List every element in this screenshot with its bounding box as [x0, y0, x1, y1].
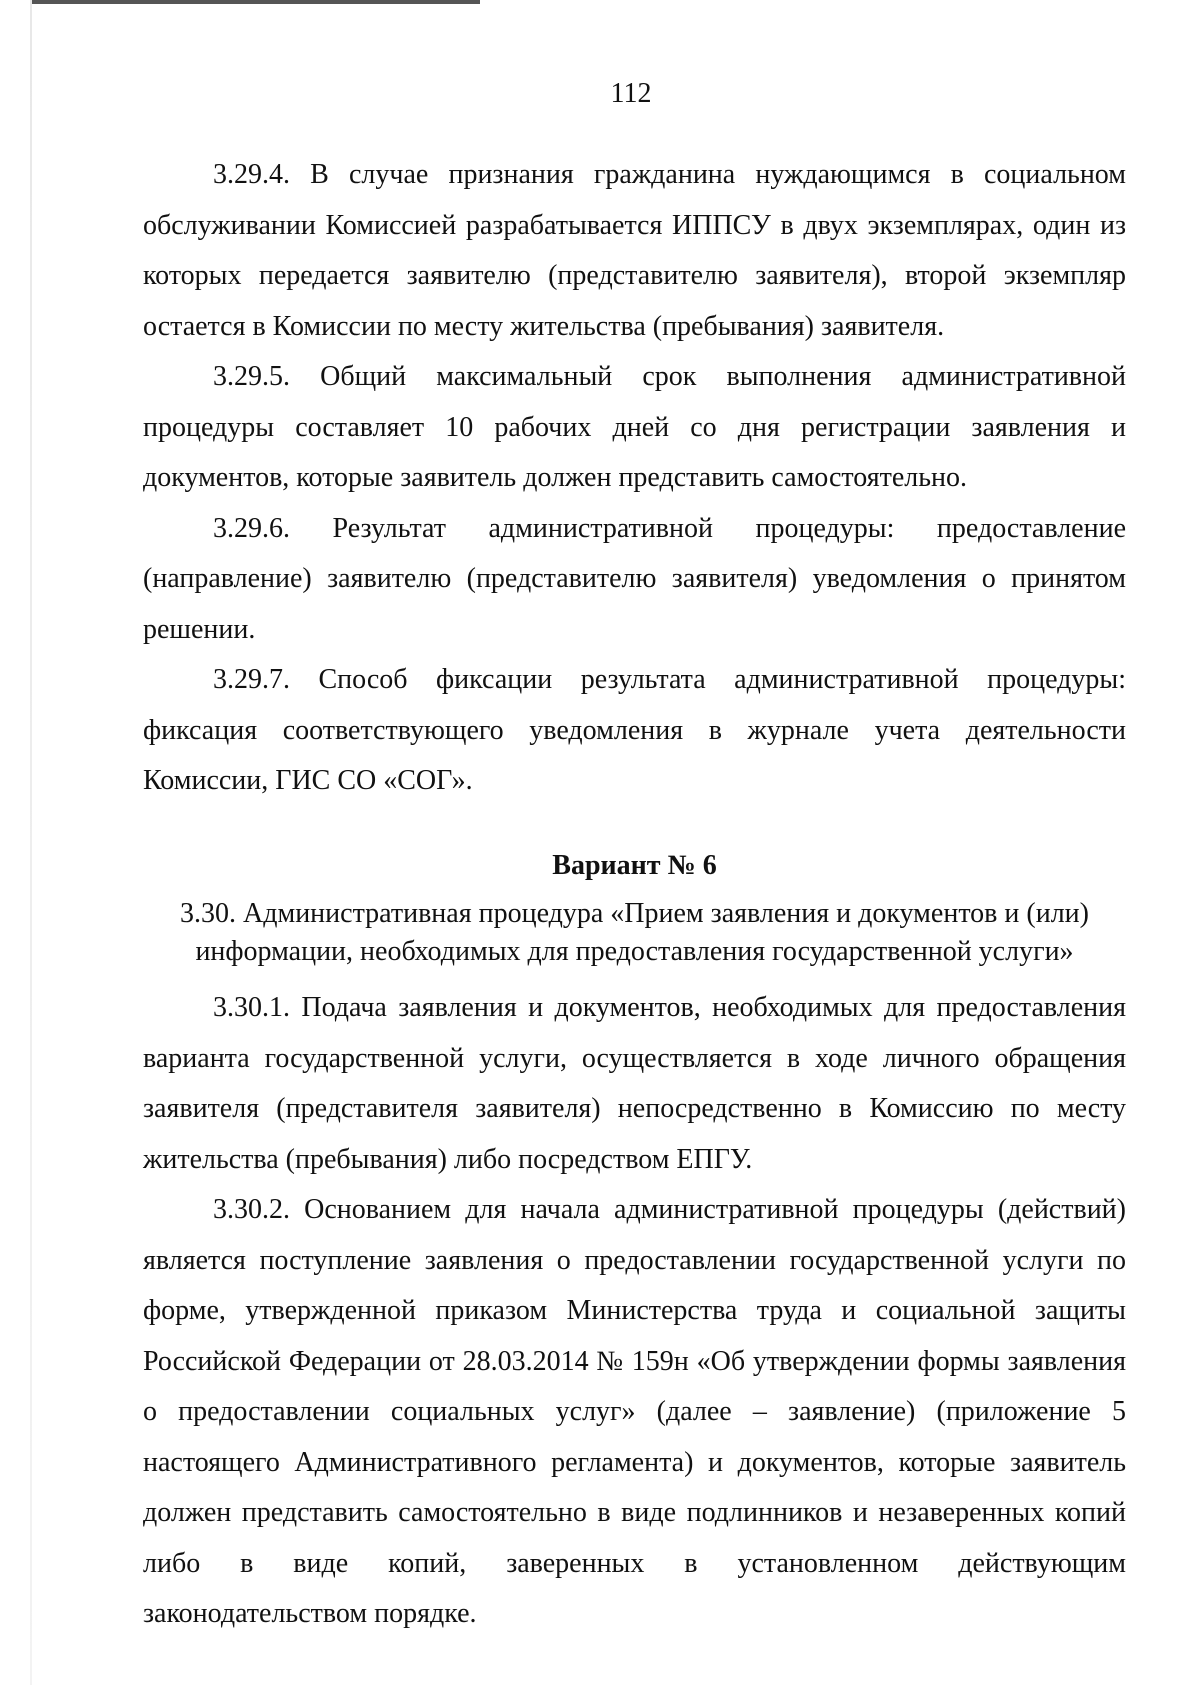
paragraph-3-29-6: 3.29.6. Результат административной процедуры: предоставление (направление) заявителю (представителю заявителя) уведомления о принятом решении.	[143, 512, 1126, 645]
page-number: 112	[610, 78, 652, 109]
paragraph-3-29-7: 3.29.7. Способ фиксации результата административной процедуры: фиксация соответствующего уведомления в журнале учета деятельности Комиссии, ГИС СО «СОГ».	[143, 664, 1126, 796]
section-heading: Вариант № 6	[552, 849, 717, 881]
paragraph-3-30-2: 3.30.2. Основанием для начала административной процедуры (действий) является поступление заявления о предоставлении государственной услуги по форме, утвержденной приказом Министерства труда и социальной защиты Российской Федерации от 28.03.2014 № 159н «Об утверждении формы заявления о предоставлении социальных услуг» (далее – заявление) (приложение 5 настоящего Административного регламента) и документов, которые заявитель должен представить самостоятельно в виде подлинников и незаверенных копий либо в виде копий, заверенных в установленном действующим законодательством порядке.	[143, 1194, 1126, 1629]
scan-artifact-edge	[30, 0, 32, 1685]
paragraph-3-30-1: 3.30.1. Подача заявления и документов, необходимых для предоставления варианта государственной услуги, осуществляется в ходе личного обращения заявителя (представителя заявителя) непосредственно в Комиссию по месту жительства (пребывания) либо посредством ЕПГУ.	[143, 992, 1126, 1175]
paragraph-3-29-5: 3.29.5. Общий максимальный срок выполнения административной процедуры составляет 10 рабочих дней со дня регистрации заявления и документов, которые заявитель должен представить самостоятельно.	[143, 361, 1126, 493]
section-subheading: 3.30. Административная процедура «Прием заявления и документов и (или) информации, необходимых для предоставления государственной услуги»	[180, 898, 1089, 967]
paragraph-3-29-4: 3.29.4. В случае признания гражданина нуждающимся в социальном обслуживании Комиссией разрабатывается ИППСУ в двух экземплярах, один из которых передается заявителю (представителю заявителя), второй экземпляр остается в Комиссии по месту жительства (пребывания) заявителя.	[143, 159, 1126, 342]
document-body	[143, 150, 1126, 1640]
scan-artifact-top	[30, 0, 480, 4]
